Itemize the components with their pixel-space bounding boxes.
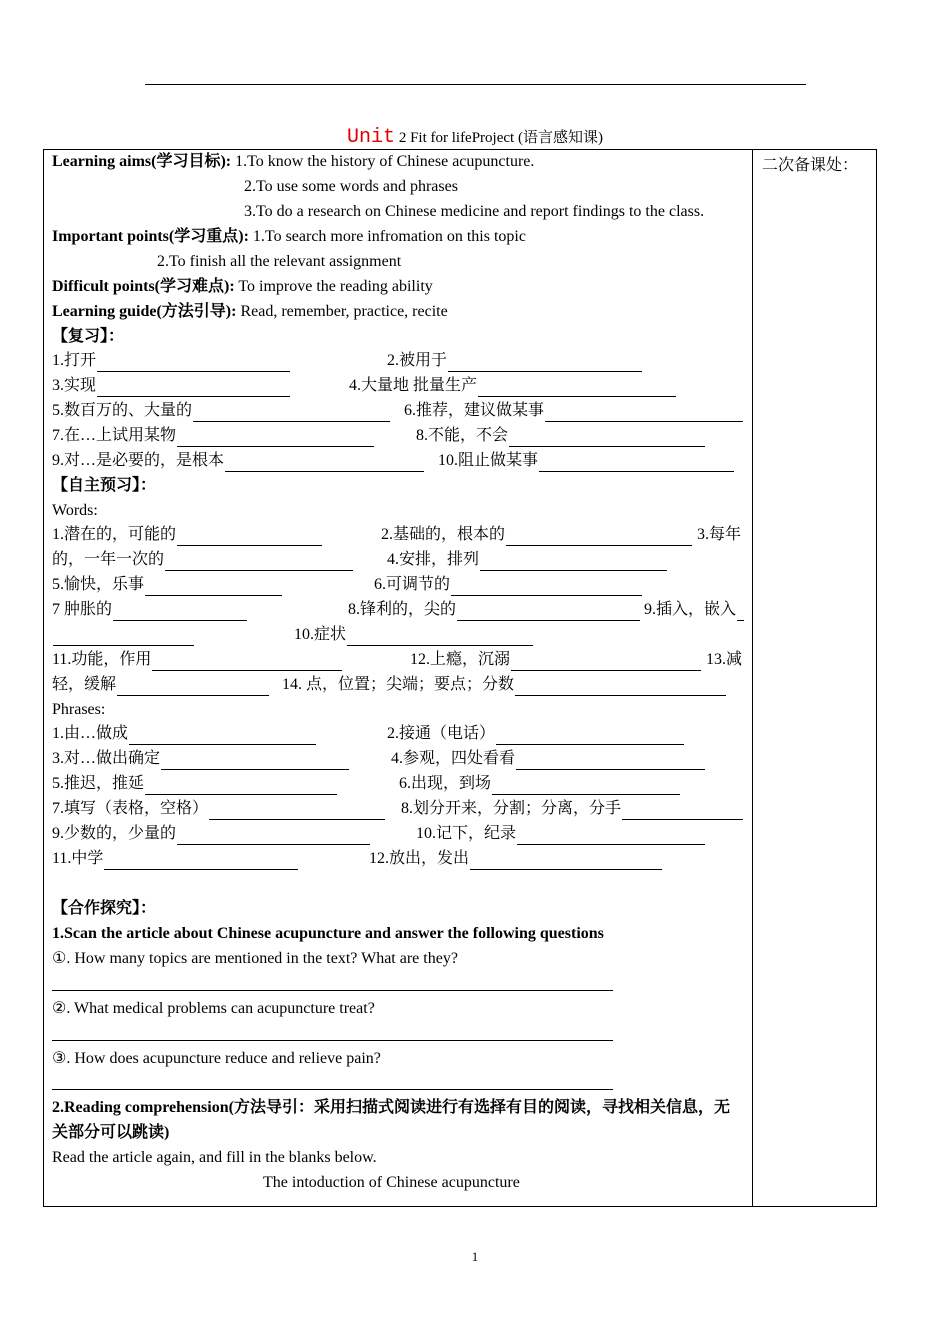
word-item: 10.症状 [294,624,533,646]
aims-label: Learning aims(学习目标): [52,153,232,170]
coop-heading: 【合作探究】： [52,900,157,917]
aim-1: 1.To know the history of Chinese acupuncture. [231,153,535,170]
phrase-item: 8.划分开来，分割；分离，分手 [401,798,743,820]
important-2: 2.To finish all the relevant assignment [157,253,402,270]
difficult-label: Difficult points(学习难点): [52,278,235,295]
word-item: 2.基础的，根本的 [381,524,692,546]
review-item: 9.对…是必要的，是根本 [52,450,424,472]
review-item: 3.实现 [52,375,290,397]
guide-1: Read, remember, practice, recite [236,303,448,320]
header-rule [145,84,806,85]
preview-heading: 【自主预习】： [52,477,157,494]
important-1: 1.To search more infromation on this topic [248,228,526,245]
phrase-item: 7.填写（表格，空格） [52,798,385,820]
review-item: 5.数百万的、大量的 [52,400,390,422]
review-item: 4.大量地 批量生产 [349,375,676,397]
word-item: 7 肿胀的 [52,599,247,621]
review-item: 1.打开 [52,350,290,372]
phrase-item: 9.少数的，少量的 [52,823,370,845]
guide-row [52,301,448,323]
column-divider [752,149,753,1207]
review-heading: 【复习】： [52,328,125,345]
word-item: 的，一年一次的 [52,549,353,571]
aim-2: 2.To use some words and phrases [244,178,458,195]
difficult-1: To improve the reading ability [234,278,433,295]
word-item: 11.功能，作用 [52,649,342,671]
word-item: 1.潜在的，可能的 [52,524,322,546]
question-2: ②. What medical problems can acupuncture treat? [52,1000,375,1017]
answer-line-1 [52,990,613,991]
title-rest: 2 Fit for lifeProject (语言感知课) [395,130,603,146]
aims-row [52,151,534,173]
word-item: 13.减 [706,651,743,668]
answer-line-3 [52,1089,613,1090]
word-item: 4.安排，排列 [387,549,667,571]
question-3: ③. How does acupuncture reduce and relieve pain? [52,1050,381,1067]
phrase-item: 3.对…做出确定 [52,748,349,770]
question-1: ①. How many topics are mentioned in the text? What are they? [52,950,458,967]
review-item: 7.在…上试用某物 [52,425,374,447]
important-label: Important points(学习重点): [52,228,249,245]
review-item: 6.推荐，建议做某事 [404,400,743,422]
task-2: 2.Reading comprehension(方法导引：采用扫描式阅读进行有选择有目的阅读，寻找相关信息，无 [52,1099,730,1116]
phrases-label: Phrases: [52,701,106,718]
guide-label: Learning guide(方法引导): [52,303,237,320]
phrase-item: 4.参观，四处看看 [391,748,705,770]
section-subtitle: The intoduction of Chinese acupuncture [263,1174,520,1191]
page-title [0,126,950,149]
words-label: Words: [52,502,98,519]
word-item: 3.每年 [697,526,742,543]
phrase-item: 11.中学 [52,848,298,870]
word-item: 5.愉快，乐事 [52,574,282,596]
word-item: 轻，缓解 [52,674,269,696]
title-unit: Unit [347,126,396,149]
page-number: 1 [471,1249,479,1264]
instruction: Read the article again, and fill in the blanks below. [52,1149,377,1166]
phrase-item: 1.由…做成 [52,723,316,745]
phrase-item: 5.推迟，推延 [52,773,337,795]
phrase-item: 10.记下，纪录 [416,823,705,845]
side-note: 二次备课处： [762,157,859,174]
aim-3: 3.To do a research on Chinese medicine and report findings to the class. [244,203,705,220]
review-item: 8.不能，不会 [416,425,705,447]
review-item: 10.阻止做某事 [438,450,734,472]
word-item: 8.锋利的，尖的 [348,599,640,621]
important-row [52,226,526,248]
phrase-item: 2.接通（电话） [387,723,684,745]
word-blank [52,624,194,646]
word-item: 9.插入，嵌入 [644,599,744,621]
phrase-item: 6.出现，到场 [399,773,680,795]
phrase-item: 12.放出，发出 [369,848,662,870]
word-item: 6.可调节的 [374,574,642,596]
review-item: 2.被用于 [387,350,642,372]
word-item: 14. 点，位置；尖端；要点；分数 [282,674,726,696]
task-2-cont: 关部分可以跳读) [52,1124,170,1141]
difficult-row [52,276,433,298]
answer-line-2 [52,1040,613,1041]
word-item: 12.上瘾，沉溺 [410,649,701,671]
task-1: 1.Scan the article about Chinese acupuncture and answer the following questions [52,925,604,942]
